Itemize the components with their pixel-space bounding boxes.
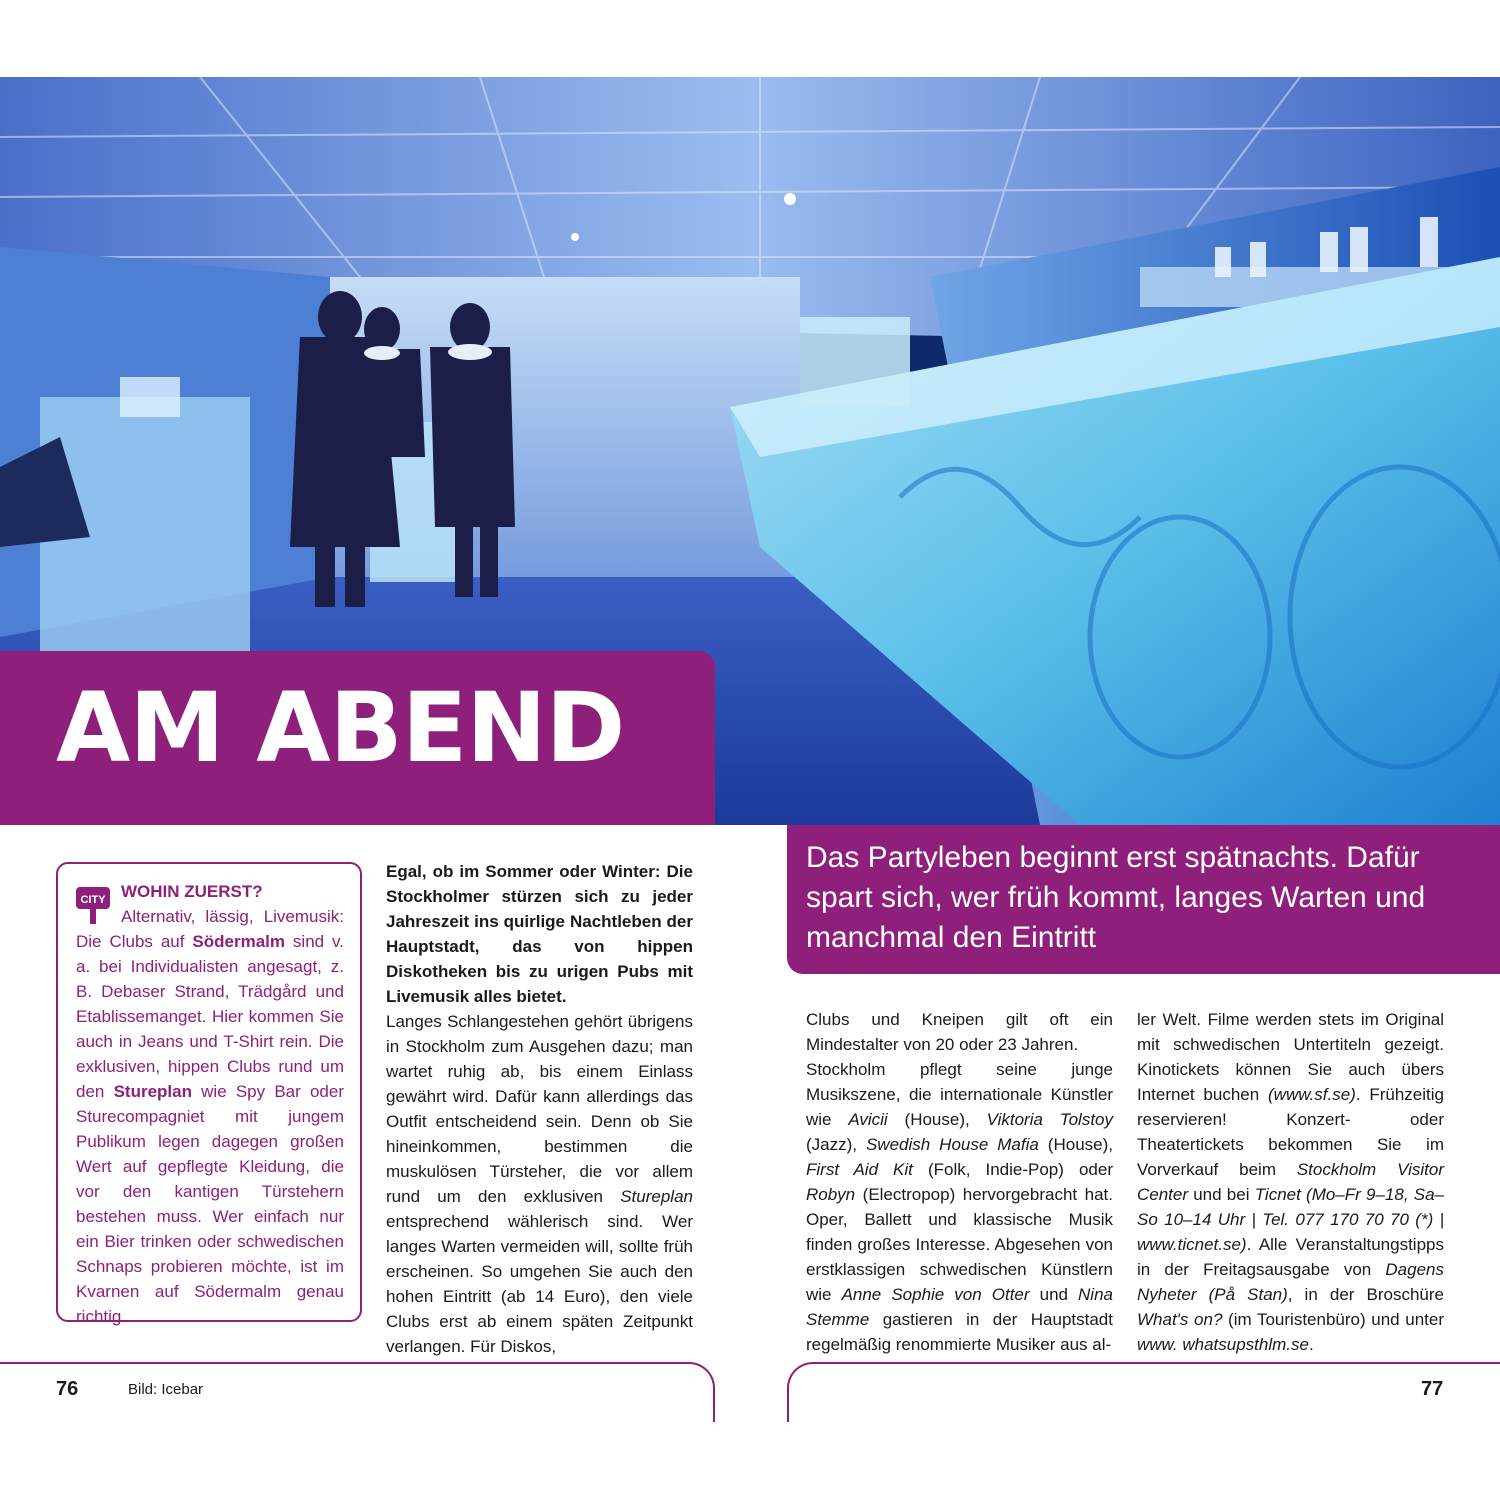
column-2-paragraph: Langes Schlangestehen gehört übrigens in Stockholm zum Ausgehen dazu; man wartet ruhig ab, bis einem Einlass gewährt wird. Dafür kann allerdings das Outfit entscheidend sein. Denn ob Sie hineinkommen, bestimmen die muskulösen Türsteher, die vor allem rund um den exklusiven Stureplan entsprechend wählerisch sind. Wer langes Warten vermeiden will, sollte früh erscheinen. So umgehen Sie auch den hohen Eintritt (ab 14 Euro), den viele Clubs erst ab einem späten Zeitpunkt verlangen. Für Diskos, <box>386 1012 693 1356</box>
column-3 <box>806 1007 1113 1357</box>
lead-paragraph: Egal, ob im Sommer oder Winter: Die Stockholmer stürzen sich zu jeder Jahreszeit ins quirlige Nachtleben der Hauptstadt, das von hippen Diskotheken bis zu urigen Pubs mit Livemusik alles bietet. <box>386 862 693 1006</box>
column-3-paragraph-1: Clubs und Kneipen gilt oft ein Mindestalter von 20 oder 23 Jahren. <box>806 1010 1113 1054</box>
page-title: AM ABEND <box>56 672 625 784</box>
page-subtitle: Das Partyleben beginnt erst spätnachts. Dafür spart sich, wer früh kommt, langes Warten und manchmal den Eintritt <box>806 841 1426 954</box>
info-box-heading: WOHIN ZUERST? <box>121 882 263 901</box>
info-box-body: Alternativ, lässig, Livemusik: Die Clubs auf Södermalm sind v. a. bei Individualisten angesagt, z. B. Debaser Strand, Trädgård und Etablissemanget. Hier kommen Sie auch in Jeans und T-Shirt rein. Die exklusiven, hippen Clubs rund um den Stureplan wie Spy Bar oder Sturecompagniet mit jungem Publikum legen dagegen großen Wert auf gepflegte Kleidung, die vor den kantigen Türstehern bestehen muss. Wer einfach nur ein Bier trinken oder schwedischen Schnaps probieren möchte, ist im Kvarnen auf Södermalm genau richtig. <box>76 907 345 1326</box>
page-number-right: 77 <box>1421 1378 1444 1400</box>
page-number-left: 76 <box>56 1378 79 1400</box>
column-3-paragraph-2: Stockholm pflegt seine junge Musikszene, die internationale Künstler wie Avicii (House), Viktoria Tolstoy (Jazz), Swedish House Mafia (House), First Aid Kit (Folk, Indie-Pop) oder Robyn (Electropop) hervorgebracht hat. Oper, Ballett und klassische Musik finden großes Interesse. Abgesehen von erstklassigen schwedischen Künstlern wie Anne Sophie von Otter und Nina Stemme gastieren in der Hauptstadt regelmäßig renommierte Musiker aus al- <box>806 1060 1113 1354</box>
city-sign-text: CITY <box>80 894 106 906</box>
footer-left-rule <box>0 1362 715 1422</box>
photo-caption: Bild: Icebar <box>128 1381 204 1398</box>
column-2 <box>386 859 693 1359</box>
column-4 <box>1137 1007 1444 1357</box>
footer-right-rule <box>787 1362 1500 1422</box>
column-4-paragraph: ler Welt. Filme werden stets im Original mit schwedischen Untertiteln gezeigt. Kinotickets können Sie auch übers Internet buchen (www.sf.se). Frühzeitig reservieren! Konzert- oder Theatertickets bekommen Sie im Vorverkauf beim Stockholm Visitor Center und bei Ticnet (Mo–Fr 9–18, Sa–So 10–14 Uhr | Tel. 077 170 70 70 (*) | www.ticnet.se). Alle Veranstaltungstipps in der Freitagsausgabe von Dagens Nyheter (På Stan), in der Broschüre What's on? (im Touristenbüro) und unter www. whatsupsthlm.se. <box>1137 1010 1444 1354</box>
